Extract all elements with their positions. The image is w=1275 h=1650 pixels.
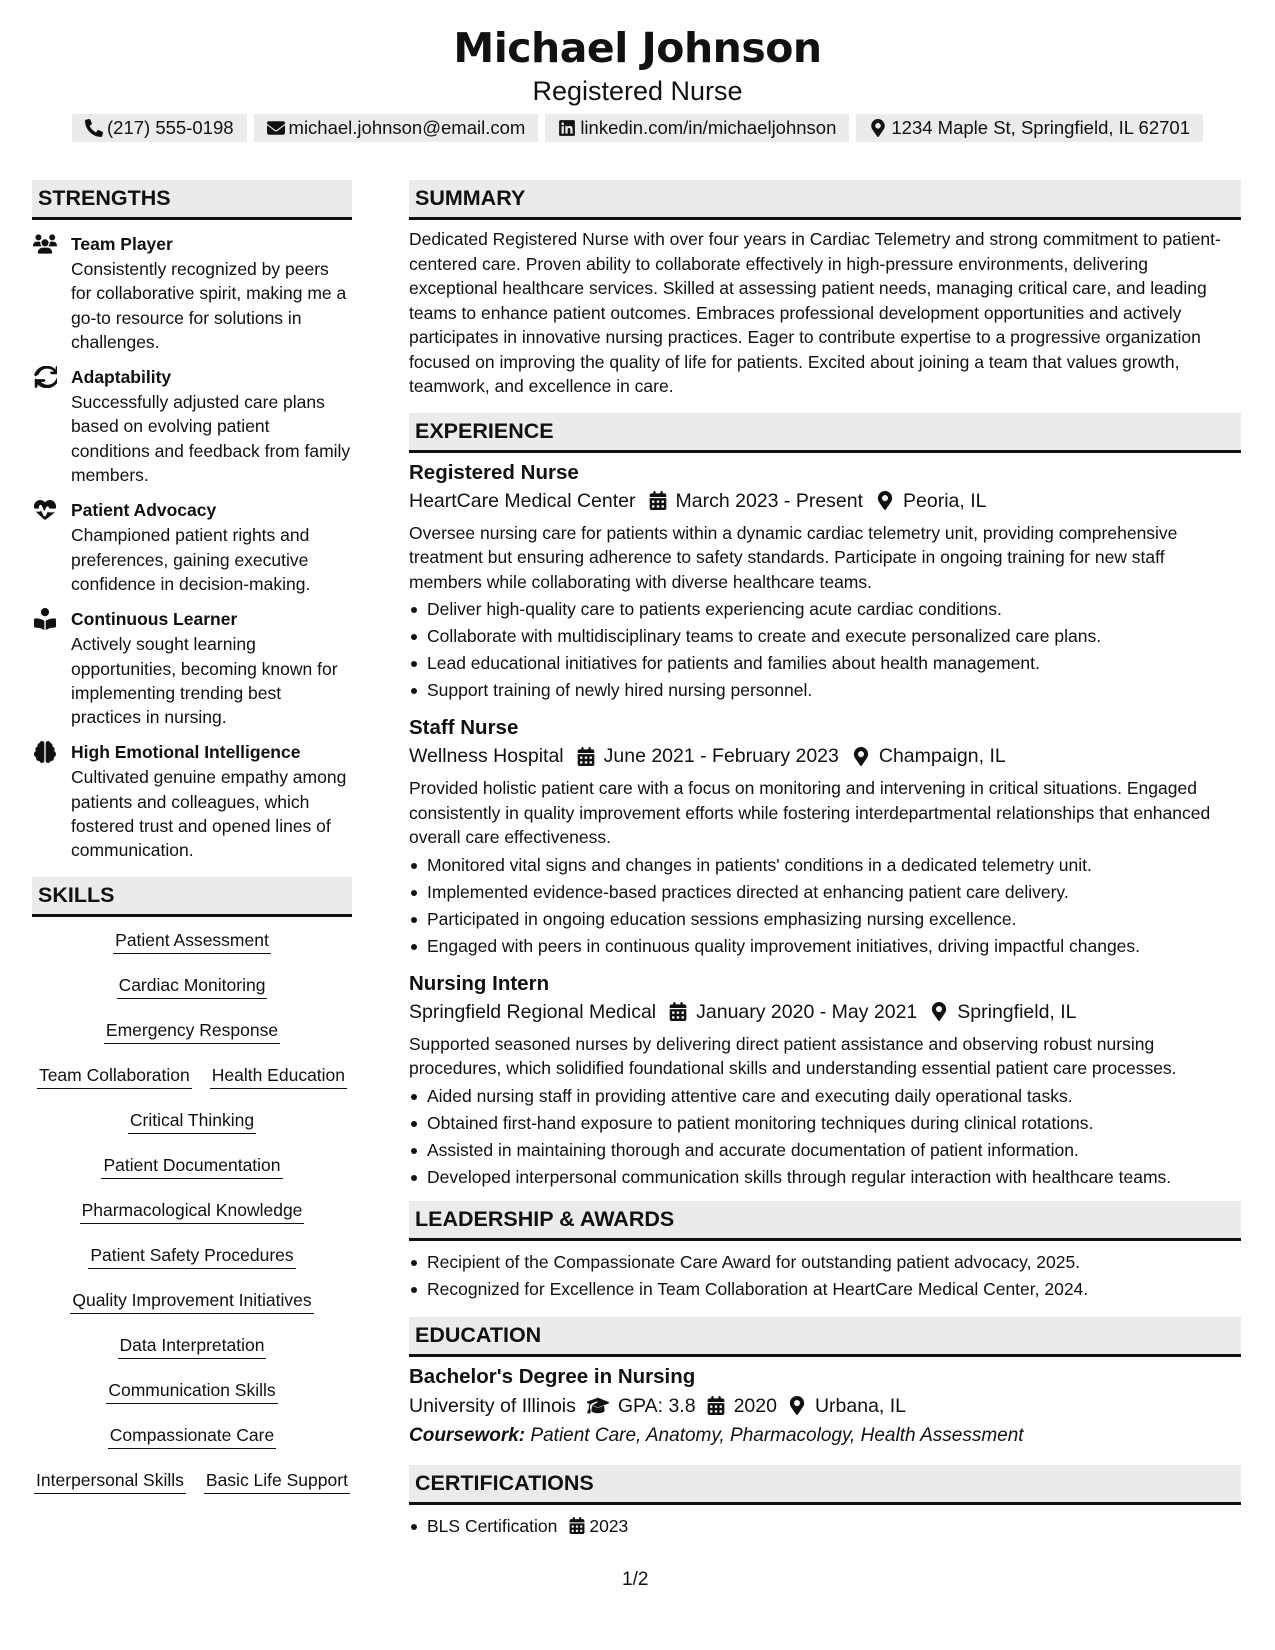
strength-title: Team Player bbox=[71, 234, 173, 254]
calendar-icon bbox=[569, 1517, 585, 1534]
job-description: Oversee nursing care for patients within a dynamic cardiac telemetry unit, providing comprehensive treatment but ensuring adherence to safety standards. Participate in ongoing training for new staff members while collaborating with diverse healthcare teams. bbox=[409, 522, 1178, 592]
job-bullet: Engaged with peers in continuous quality improvement initiatives, driving impactful changes. bbox=[409, 933, 1241, 960]
map-marker-icon bbox=[869, 119, 887, 137]
map-marker-icon bbox=[788, 1396, 806, 1415]
strength-title: Continuous Learner bbox=[71, 609, 238, 630]
job-bullet: Collaborate with multidisciplinary teams to create and execute personalized care plans. bbox=[409, 623, 1241, 650]
summary-heading: SUMMARY bbox=[409, 180, 1241, 220]
skill-tag: Critical Thinking bbox=[128, 1109, 256, 1134]
candidate-name: Michael Johnson bbox=[453, 24, 822, 72]
job-entry bbox=[409, 459, 1241, 705]
job-company: Springfield Regional Medical bbox=[409, 1000, 657, 1023]
strength-desc: Championed patient rights and preferences, gaining executive confidence in decision-making. bbox=[71, 525, 311, 594]
experience-heading: EXPERIENCE bbox=[409, 413, 1241, 453]
gpa-text: GPA: 3.8 bbox=[617, 1394, 696, 1417]
skill-tag: Communication Skills bbox=[106, 1379, 277, 1404]
job-description: Provided holistic patient care with a focus on monitoring and intervening in critical situations. Engaged consistently in quality improvement efforts while fostering interdepartmental relationships that enhanced overall care effectiveness. bbox=[409, 778, 1211, 847]
skill-tag: Pharmacological Knowledge bbox=[80, 1199, 305, 1224]
job-bullet: Deliver high-quality care to patients experiencing acute cardiac conditions. bbox=[409, 596, 1241, 623]
job-dates: March 2023 - Present bbox=[675, 489, 864, 512]
strength-title: Adaptability bbox=[71, 367, 172, 388]
left-column bbox=[32, 180, 352, 1514]
strength-desc: Actively sought learning opportunities, becoming known for implementing trending best practices in nursing. bbox=[71, 634, 338, 728]
strengths-list bbox=[32, 232, 352, 863]
strength-title: High Emotional Intelligence bbox=[71, 742, 301, 763]
skill-tag: Basic Life Support bbox=[204, 1469, 350, 1494]
job-title: Staff Nurse bbox=[409, 716, 519, 739]
job-title: Registered Nurse bbox=[409, 460, 579, 484]
job-bullets bbox=[409, 596, 1241, 704]
contact-address bbox=[856, 114, 1203, 142]
strength-item bbox=[32, 232, 352, 354]
job-bullet: Assisted in maintaining thorough and accurate documentation of patient information. bbox=[409, 1137, 1241, 1164]
skill-tag: Health Education bbox=[210, 1064, 347, 1089]
job-dates: June 2021 - February 2023 bbox=[603, 745, 839, 767]
job-bullets bbox=[409, 1083, 1241, 1191]
contact-email[interactable] bbox=[254, 114, 539, 142]
certification-item bbox=[409, 1514, 1241, 1538]
certification-year: 2023 bbox=[589, 1515, 629, 1536]
skill-tag: Emergency Response bbox=[104, 1019, 280, 1044]
job-bullet: Obtained first-hand exposure to patient monitoring techniques during clinical rotations. bbox=[409, 1110, 1241, 1137]
job-company: Wellness Hospital bbox=[409, 745, 564, 767]
job-bullet: Support training of newly hired nursing personnel. bbox=[409, 677, 1241, 704]
job-entry bbox=[409, 970, 1241, 1191]
graduation-cap-icon bbox=[587, 1396, 609, 1415]
award-item: Recognized for Excellence in Team Collaboration at HeartCare Medical Center, 2024. bbox=[409, 1276, 1241, 1303]
strength-item bbox=[32, 740, 352, 862]
users-icon bbox=[33, 233, 57, 255]
education-meta bbox=[409, 1391, 1241, 1421]
heartbeat-icon bbox=[33, 499, 57, 521]
summary-text: Dedicated Registered Nurse with over four years in Cardiac Telemetry and strong commitment to patient-centered care. Proven ability to collaborate effectively in high-pressure environments, delivering exceptional healthcare services. Skilled at assessing patient needs, managing critical care, and leading teams to enhance patient outcomes. Embraces professional development opportunities and actively participates in innovative nursing practices. Eager to contribute expertise to a progressive organization focused on improving the quality of life for patients. Excited about joining a team that values growth, teamwork, and excellence in care. bbox=[409, 229, 1221, 396]
award-item: Recipient of the Compassionate Care Award for outstanding patient advocacy, 2025. bbox=[409, 1249, 1241, 1276]
contact-phone[interactable] bbox=[72, 114, 247, 142]
map-marker-icon bbox=[852, 747, 870, 766]
contact-linkedin[interactable] bbox=[545, 114, 849, 142]
skill-tag: Quality Improvement Initiatives bbox=[70, 1289, 313, 1314]
education-entry bbox=[409, 1363, 1241, 1451]
skills-list bbox=[32, 929, 352, 1514]
certification-name: BLS Certification bbox=[427, 1515, 558, 1536]
job-bullet: Participated in ongoing education sessions emphasizing nursing excellence. bbox=[409, 906, 1241, 933]
strength-item bbox=[32, 607, 352, 729]
coursework-label: Coursework: bbox=[409, 1424, 526, 1446]
coursework bbox=[409, 1421, 1241, 1451]
job-location: Springfield, IL bbox=[957, 1000, 1077, 1023]
awards-list bbox=[409, 1249, 1241, 1303]
strength-desc: Consistently recognized by peers for collaborative spirit, making me a go-to resource for solutions in challenges. bbox=[71, 259, 347, 352]
coursework-text: Patient Care, Anatomy, Pharmacology, Health Assessment bbox=[530, 1424, 1024, 1446]
skill-tag: Cardiac Monitoring bbox=[117, 974, 268, 999]
skill-tag: Data Interpretation bbox=[118, 1334, 267, 1359]
skill-tag: Patient Documentation bbox=[101, 1154, 282, 1179]
job-bullet: Monitored vital signs and changes in patients' conditions in a dedicated telemetry unit. bbox=[409, 852, 1241, 879]
job-bullet: Lead educational initiatives for patients and families about health management. bbox=[409, 650, 1241, 677]
school-name: University of Illinois bbox=[409, 1394, 576, 1417]
job-location: Champaign, IL bbox=[878, 745, 1006, 767]
strength-desc: Successfully adjusted care plans based on evolving patient conditions and feedback from family members. bbox=[71, 392, 351, 486]
map-marker-icon bbox=[876, 491, 894, 510]
job-meta bbox=[409, 487, 1241, 515]
right-column bbox=[409, 180, 1241, 1538]
job-meta bbox=[409, 742, 1241, 770]
email-text: michael.johnson@email.com bbox=[288, 117, 526, 138]
strengths-heading: STRENGTHS bbox=[32, 180, 352, 220]
skill-tag: Patient Safety Procedures bbox=[88, 1244, 295, 1269]
certifications-list bbox=[409, 1514, 1241, 1538]
book-reader-icon bbox=[33, 608, 57, 630]
skill-tag: Compassionate Care bbox=[108, 1424, 276, 1449]
job-meta bbox=[409, 998, 1241, 1026]
job-entry bbox=[409, 714, 1241, 960]
job-description: Supported seasoned nurses by delivering direct patient assistance and observing robust nursing procedures, which solidified foundational skills and understanding essential patient care processes. bbox=[409, 1033, 1177, 1078]
strength-item bbox=[32, 498, 352, 596]
job-company: HeartCare Medical Center bbox=[409, 489, 636, 512]
job-bullet: Aided nursing staff in providing attentive care and executing daily operational tasks. bbox=[409, 1083, 1241, 1110]
map-marker-icon bbox=[930, 1002, 948, 1021]
contact-bar bbox=[0, 114, 1275, 142]
brain-icon bbox=[33, 741, 57, 763]
degree-title: Bachelor's Degree in Nursing bbox=[409, 1364, 696, 1388]
job-location: Peoria, IL bbox=[903, 489, 987, 512]
resume-header bbox=[0, 22, 1275, 108]
linkedin-text: linkedin.com/in/michaeljohnson bbox=[580, 117, 837, 138]
calendar-icon bbox=[669, 1002, 687, 1021]
address-text: 1234 Maple St, Springfield, IL 62701 bbox=[891, 117, 1190, 138]
graduation-year: 2020 bbox=[733, 1394, 777, 1417]
skills-section bbox=[32, 877, 352, 1514]
strength-item bbox=[32, 365, 352, 487]
job-bullet: Developed interpersonal communication skills through regular interaction with healthcare teams. bbox=[409, 1164, 1241, 1191]
strength-desc: Cultivated genuine empathy among patients and colleagues, which fostered trust and opened lines of communication. bbox=[71, 767, 347, 861]
school-location: Urbana, IL bbox=[814, 1394, 907, 1417]
education-heading: EDUCATION bbox=[409, 1317, 1241, 1357]
phone-text: (217) 555-0198 bbox=[107, 117, 234, 138]
job-bullets bbox=[409, 852, 1241, 960]
strength-title: Patient Advocacy bbox=[71, 500, 217, 521]
job-bullet: Implemented evidence-based practices directed at enhancing patient care delivery. bbox=[409, 879, 1241, 906]
job-dates: January 2020 - May 2021 bbox=[696, 1000, 918, 1023]
skill-tag: Interpersonal Skills bbox=[34, 1469, 186, 1494]
certifications-heading: CERTIFICATIONS bbox=[409, 1465, 1241, 1505]
skill-tag: Patient Assessment bbox=[113, 929, 271, 954]
job-title: Nursing Intern bbox=[409, 971, 550, 995]
candidate-title: Registered Nurse bbox=[532, 76, 743, 106]
calendar-icon bbox=[707, 1396, 725, 1415]
page-number: 1/2 bbox=[622, 1569, 649, 1590]
calendar-icon bbox=[649, 491, 667, 510]
skills-heading: SKILLS bbox=[32, 877, 352, 917]
phone-icon bbox=[85, 119, 103, 137]
skill-tag: Team Collaboration bbox=[37, 1064, 192, 1089]
awards-heading: LEADERSHIP & AWARDS bbox=[409, 1201, 1241, 1241]
sync-icon bbox=[33, 366, 57, 388]
linkedin-icon bbox=[558, 119, 576, 137]
calendar-icon bbox=[577, 747, 595, 766]
envelope-icon bbox=[267, 119, 285, 137]
